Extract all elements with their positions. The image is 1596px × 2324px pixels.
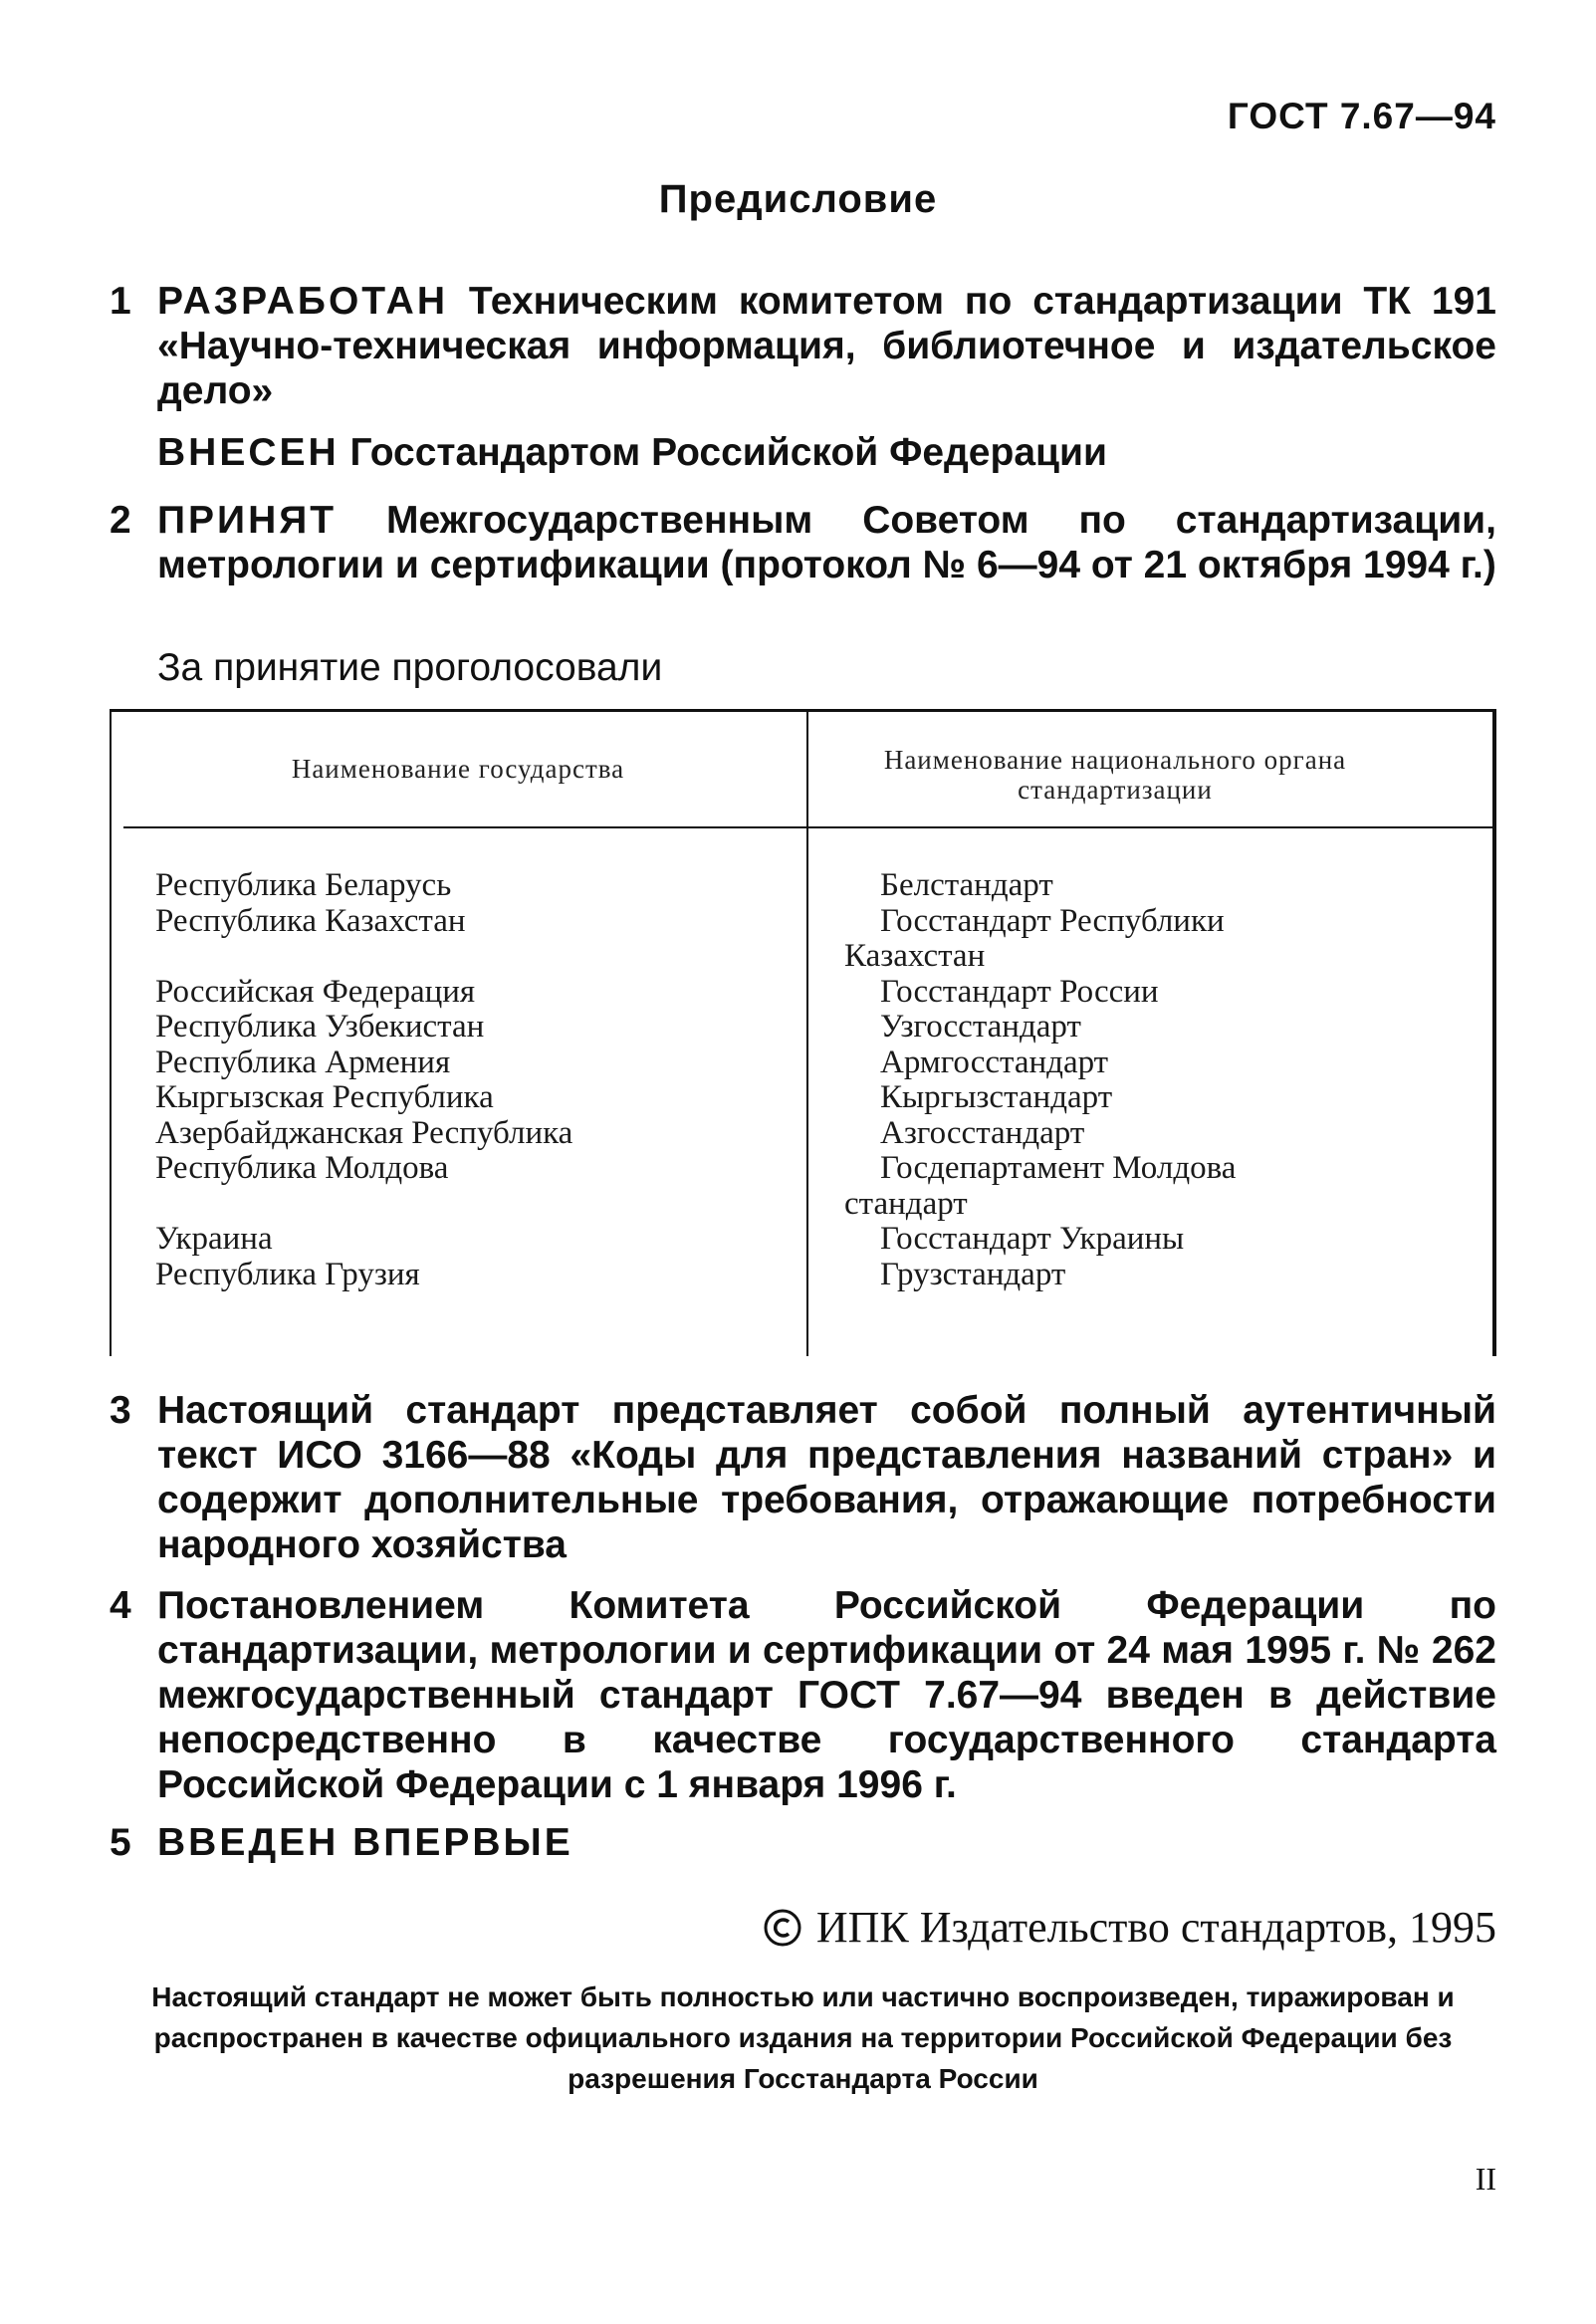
- column-header-organization: Наименование национального органа стандартизации: [883, 745, 1347, 805]
- organization-row: Госстандарт Украины: [880, 1221, 1185, 1257]
- column-header-state: Наименование государства: [291, 754, 625, 784]
- copyright-text: ИПК Издательство стандартов, 1995: [815, 1903, 1496, 1952]
- item-number: 4: [110, 1584, 131, 1627]
- item-text: Настоящий стандарт представляет собой полный аутентичный текст ИСО 3166—88 «Коды для представления названий стран» и содержит дополнительные требования, отражающие потребности народного хозяйства: [157, 1389, 1496, 1566]
- item-lead: ПРИНЯТ: [157, 499, 338, 542]
- item-number: 5: [110, 1821, 134, 1864]
- organization-row: Азгосстандарт: [880, 1114, 1085, 1151]
- vote-table: [110, 709, 1496, 1356]
- country-row: Республика Казахстан: [155, 902, 466, 939]
- preface-item-1: [110, 279, 1496, 413]
- gost-designation: ГОСТ 7.67—94: [1227, 96, 1496, 136]
- country-row: Республика Молдова: [155, 1150, 449, 1186]
- country-row: Российская Федерация: [155, 973, 476, 1010]
- organization-row: Госдепартамент Молдова: [880, 1150, 1237, 1186]
- item-text: [157, 279, 1496, 413]
- country-row: Республика Узбекистан: [155, 1009, 485, 1045]
- table-top-border: [110, 709, 1496, 712]
- country-list: [155, 868, 852, 1292]
- introduced-line: [157, 430, 1107, 475]
- organization-row: Белстандарт: [880, 867, 1053, 903]
- organization-list: [844, 868, 1482, 1292]
- copyright-icon: [763, 1908, 802, 1948]
- item-number: 2: [110, 499, 131, 542]
- item-body: Межгосударственным Советом по стандартизации, метрологии и сертификации (протокол № 6—94 от 21 октября 1994 г.): [157, 499, 1496, 586]
- page-number: II: [1475, 2161, 1496, 2197]
- item-number: 3: [110, 1389, 131, 1432]
- item-text: Постановлением Комитета Российской Федерации по стандартизации, метрологии и сертификации от 24 мая 1995 г. № 262 межгосударственный стандарт ГОСТ 7.67—94 введен в действие непосредственно в качестве государственного стандарта Российской Федерации с 1 января 1996 г.: [157, 1584, 1496, 1806]
- item-text: ВВЕДЕН ВПЕРВЫЕ: [157, 1821, 573, 1864]
- country-row-spacer: [155, 1187, 852, 1223]
- country-row: Республика Беларусь: [155, 867, 452, 903]
- country-row: Республика Грузия: [155, 1256, 420, 1292]
- country-row-spacer: [155, 939, 852, 975]
- preface-item-5: [110, 1820, 1496, 1865]
- organization-row: Грузстандарт: [880, 1256, 1066, 1292]
- country-row: Кыргызская Республика: [155, 1079, 494, 1115]
- organization-row: Узгосстандарт: [880, 1009, 1081, 1045]
- item-text: [157, 498, 1496, 587]
- vote-heading: За принятие проголосовали: [157, 646, 663, 689]
- organization-row-continued: Казахстан: [844, 938, 986, 974]
- introduced-body: Госстандартом Российской Федерации: [349, 431, 1107, 474]
- country-row: Республика Армения: [155, 1044, 451, 1080]
- reproduction-notice: Настоящий стандарт не может быть полностью или частично воспроизведен, тиражирован и распространен в качестве официального издания на территории Российской Федерации без разрешения Госстандарта России: [151, 1981, 1455, 2094]
- organization-row: Кыргызстандарт: [880, 1079, 1113, 1115]
- organization-row: Госстандарт Республики: [880, 902, 1225, 939]
- table-left-border: [110, 709, 112, 1356]
- country-row: Азербайджанская Республика: [155, 1114, 573, 1151]
- introduced-lead: ВНЕСЕН: [157, 431, 340, 474]
- preface-item-3: [110, 1388, 1496, 1567]
- country-row: Украина: [155, 1221, 273, 1257]
- organization-row: Госстандарт России: [880, 973, 1159, 1010]
- item-number: 1: [110, 280, 131, 323]
- item-lead: РАЗРАБОТАН: [157, 280, 448, 323]
- table-right-border: [1492, 709, 1496, 1356]
- table-header-divider: [123, 826, 1492, 828]
- preface-item-2: [110, 498, 1496, 587]
- page-title: Предисловие: [658, 177, 938, 221]
- preface-item-4: [110, 1583, 1496, 1807]
- copyright-line: [763, 1902, 1496, 1953]
- organization-row-continued: стандарт: [844, 1185, 968, 1222]
- item-body: Техническим комитетом по стандартизации ТК 191 «Научно-техническая информация, библиотечное и издательское дело»: [157, 280, 1496, 412]
- organization-row: Армгосстандарт: [880, 1044, 1109, 1080]
